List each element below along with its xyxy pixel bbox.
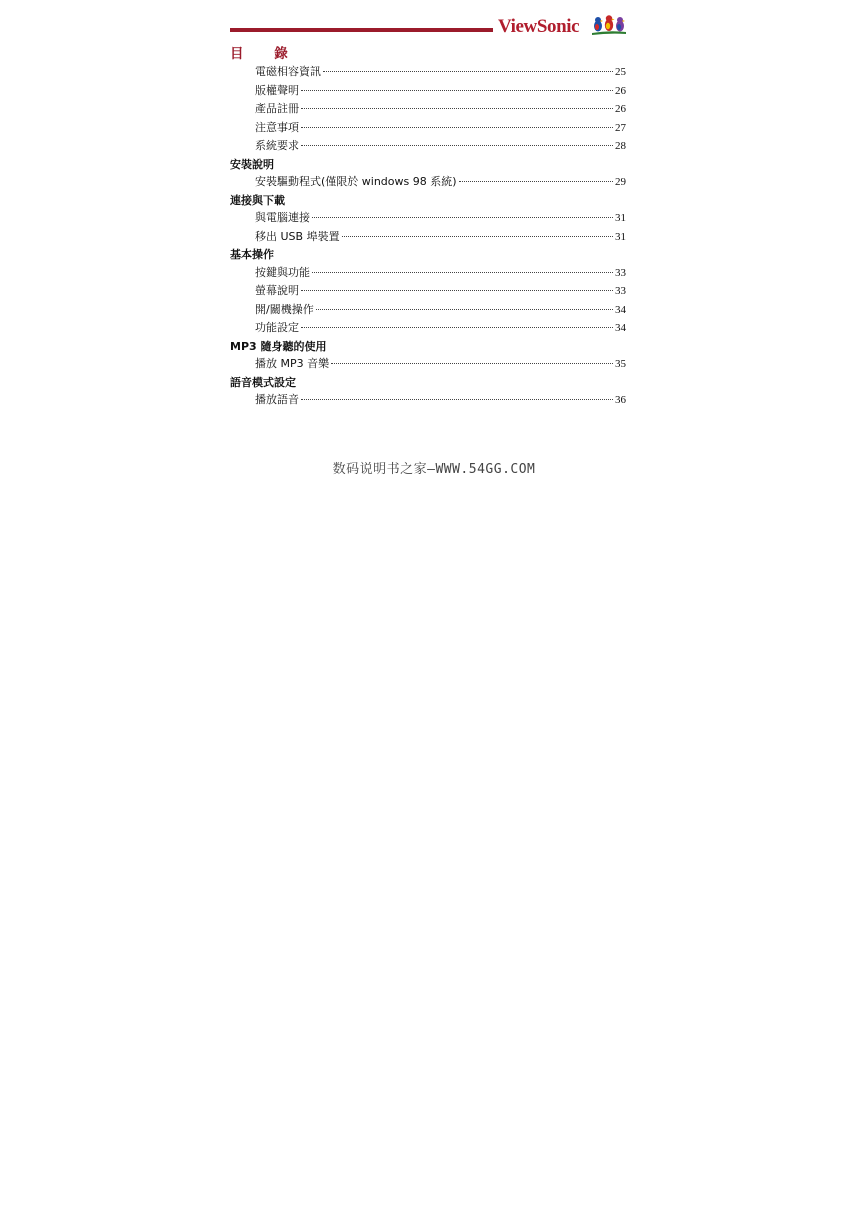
- toc-entry-label: 電磁相容資訊: [255, 65, 321, 78]
- toc-entry-page-number: 25: [615, 66, 626, 78]
- dot-leader: [312, 217, 613, 218]
- brand-logo-text: ViewSonic: [498, 16, 580, 37]
- toc-entry[interactable]: [230, 264, 626, 283]
- toc-entry-label: 功能設定: [255, 321, 299, 334]
- toc-entry-page-number: 31: [615, 230, 626, 243]
- page-header: [230, 12, 626, 38]
- three-birds-logo-icon: [591, 13, 627, 37]
- toc-entry-page-number: 33: [615, 285, 626, 297]
- toc-entry[interactable]: [230, 119, 626, 138]
- toc-entry-page-number: 31: [615, 212, 626, 224]
- dot-leader: [316, 309, 613, 310]
- toc-entry[interactable]: [230, 391, 626, 410]
- dot-leader: [301, 145, 613, 146]
- toc-entry[interactable]: [230, 173, 626, 192]
- toc-entry-label: 移出 USB 埠裝置: [255, 229, 340, 243]
- toc-entry-page-number: 27: [615, 121, 626, 134]
- toc-entry-label: 開/關機操作: [255, 302, 314, 316]
- toc-entry-label: 系統要求: [255, 139, 299, 152]
- dot-leader: [301, 327, 613, 328]
- dot-leader: [301, 90, 613, 91]
- toc-entry-label: 播放 MP3 音樂: [255, 357, 330, 370]
- dot-leader: [459, 181, 613, 182]
- toc-entry-page-number: 33: [615, 266, 626, 279]
- toc-entry[interactable]: [230, 228, 626, 247]
- dot-leader: [323, 71, 613, 72]
- toc-entry-label: 安裝驅動程式(僅限於 windows 98 系統): [255, 175, 457, 188]
- dot-leader: [331, 363, 613, 364]
- toc-section-heading: 語音模式設定: [230, 375, 296, 389]
- toc-entry-label: 版權聲明: [255, 83, 299, 97]
- toc-entry[interactable]: [230, 82, 626, 101]
- toc-entry-page-number: 35: [615, 358, 626, 370]
- dot-leader: [301, 127, 613, 128]
- dot-leader: [342, 236, 613, 237]
- toc-entry-page-number: 34: [615, 303, 626, 316]
- toc-entry[interactable]: [230, 63, 626, 82]
- toc-entry-page-number: 28: [615, 140, 626, 152]
- toc-entry-page-number: 29: [615, 176, 626, 188]
- toc-entry[interactable]: [230, 355, 626, 374]
- toc-entry-label: 螢幕說明: [255, 284, 299, 297]
- toc-entry[interactable]: [230, 301, 626, 320]
- dot-leader: [312, 272, 613, 273]
- toc-entry-label: 按鍵與功能: [255, 265, 310, 279]
- toc-section-heading: MP3 隨身聽的使用: [230, 339, 327, 353]
- toc-section-heading: 基本操作: [230, 248, 274, 261]
- toc-title: 目 錄: [230, 46, 301, 62]
- dot-leader: [301, 290, 613, 291]
- toc-entry[interactable]: [230, 282, 626, 301]
- toc-entry-page-number: 26: [615, 84, 626, 97]
- toc-entry-page-number: 26: [615, 103, 626, 115]
- toc-entry-label: 播放語音: [255, 393, 299, 406]
- toc-section-heading: 連接與下載: [230, 193, 285, 207]
- toc-list: [230, 63, 626, 410]
- dot-leader: [301, 108, 613, 109]
- manual-page: [230, 12, 626, 410]
- toc-entry-label: 產品註冊: [255, 102, 299, 115]
- toc-entry-label: 注意事項: [255, 120, 299, 134]
- toc-entry[interactable]: [230, 319, 626, 338]
- header-rule: [230, 28, 493, 32]
- toc-entry-page-number: 36: [615, 394, 626, 406]
- watermark-text: 数码说明书之家—WWW.54GG.COM: [332, 462, 536, 477]
- toc-entry-label: 與電腦連接: [255, 211, 310, 224]
- toc-entry[interactable]: [230, 137, 626, 156]
- toc-entry[interactable]: [230, 100, 626, 119]
- toc-section-heading: 安裝說明: [230, 157, 274, 171]
- dot-leader: [301, 399, 613, 400]
- toc-entry-page-number: 34: [615, 322, 626, 334]
- toc-entry[interactable]: [230, 209, 626, 228]
